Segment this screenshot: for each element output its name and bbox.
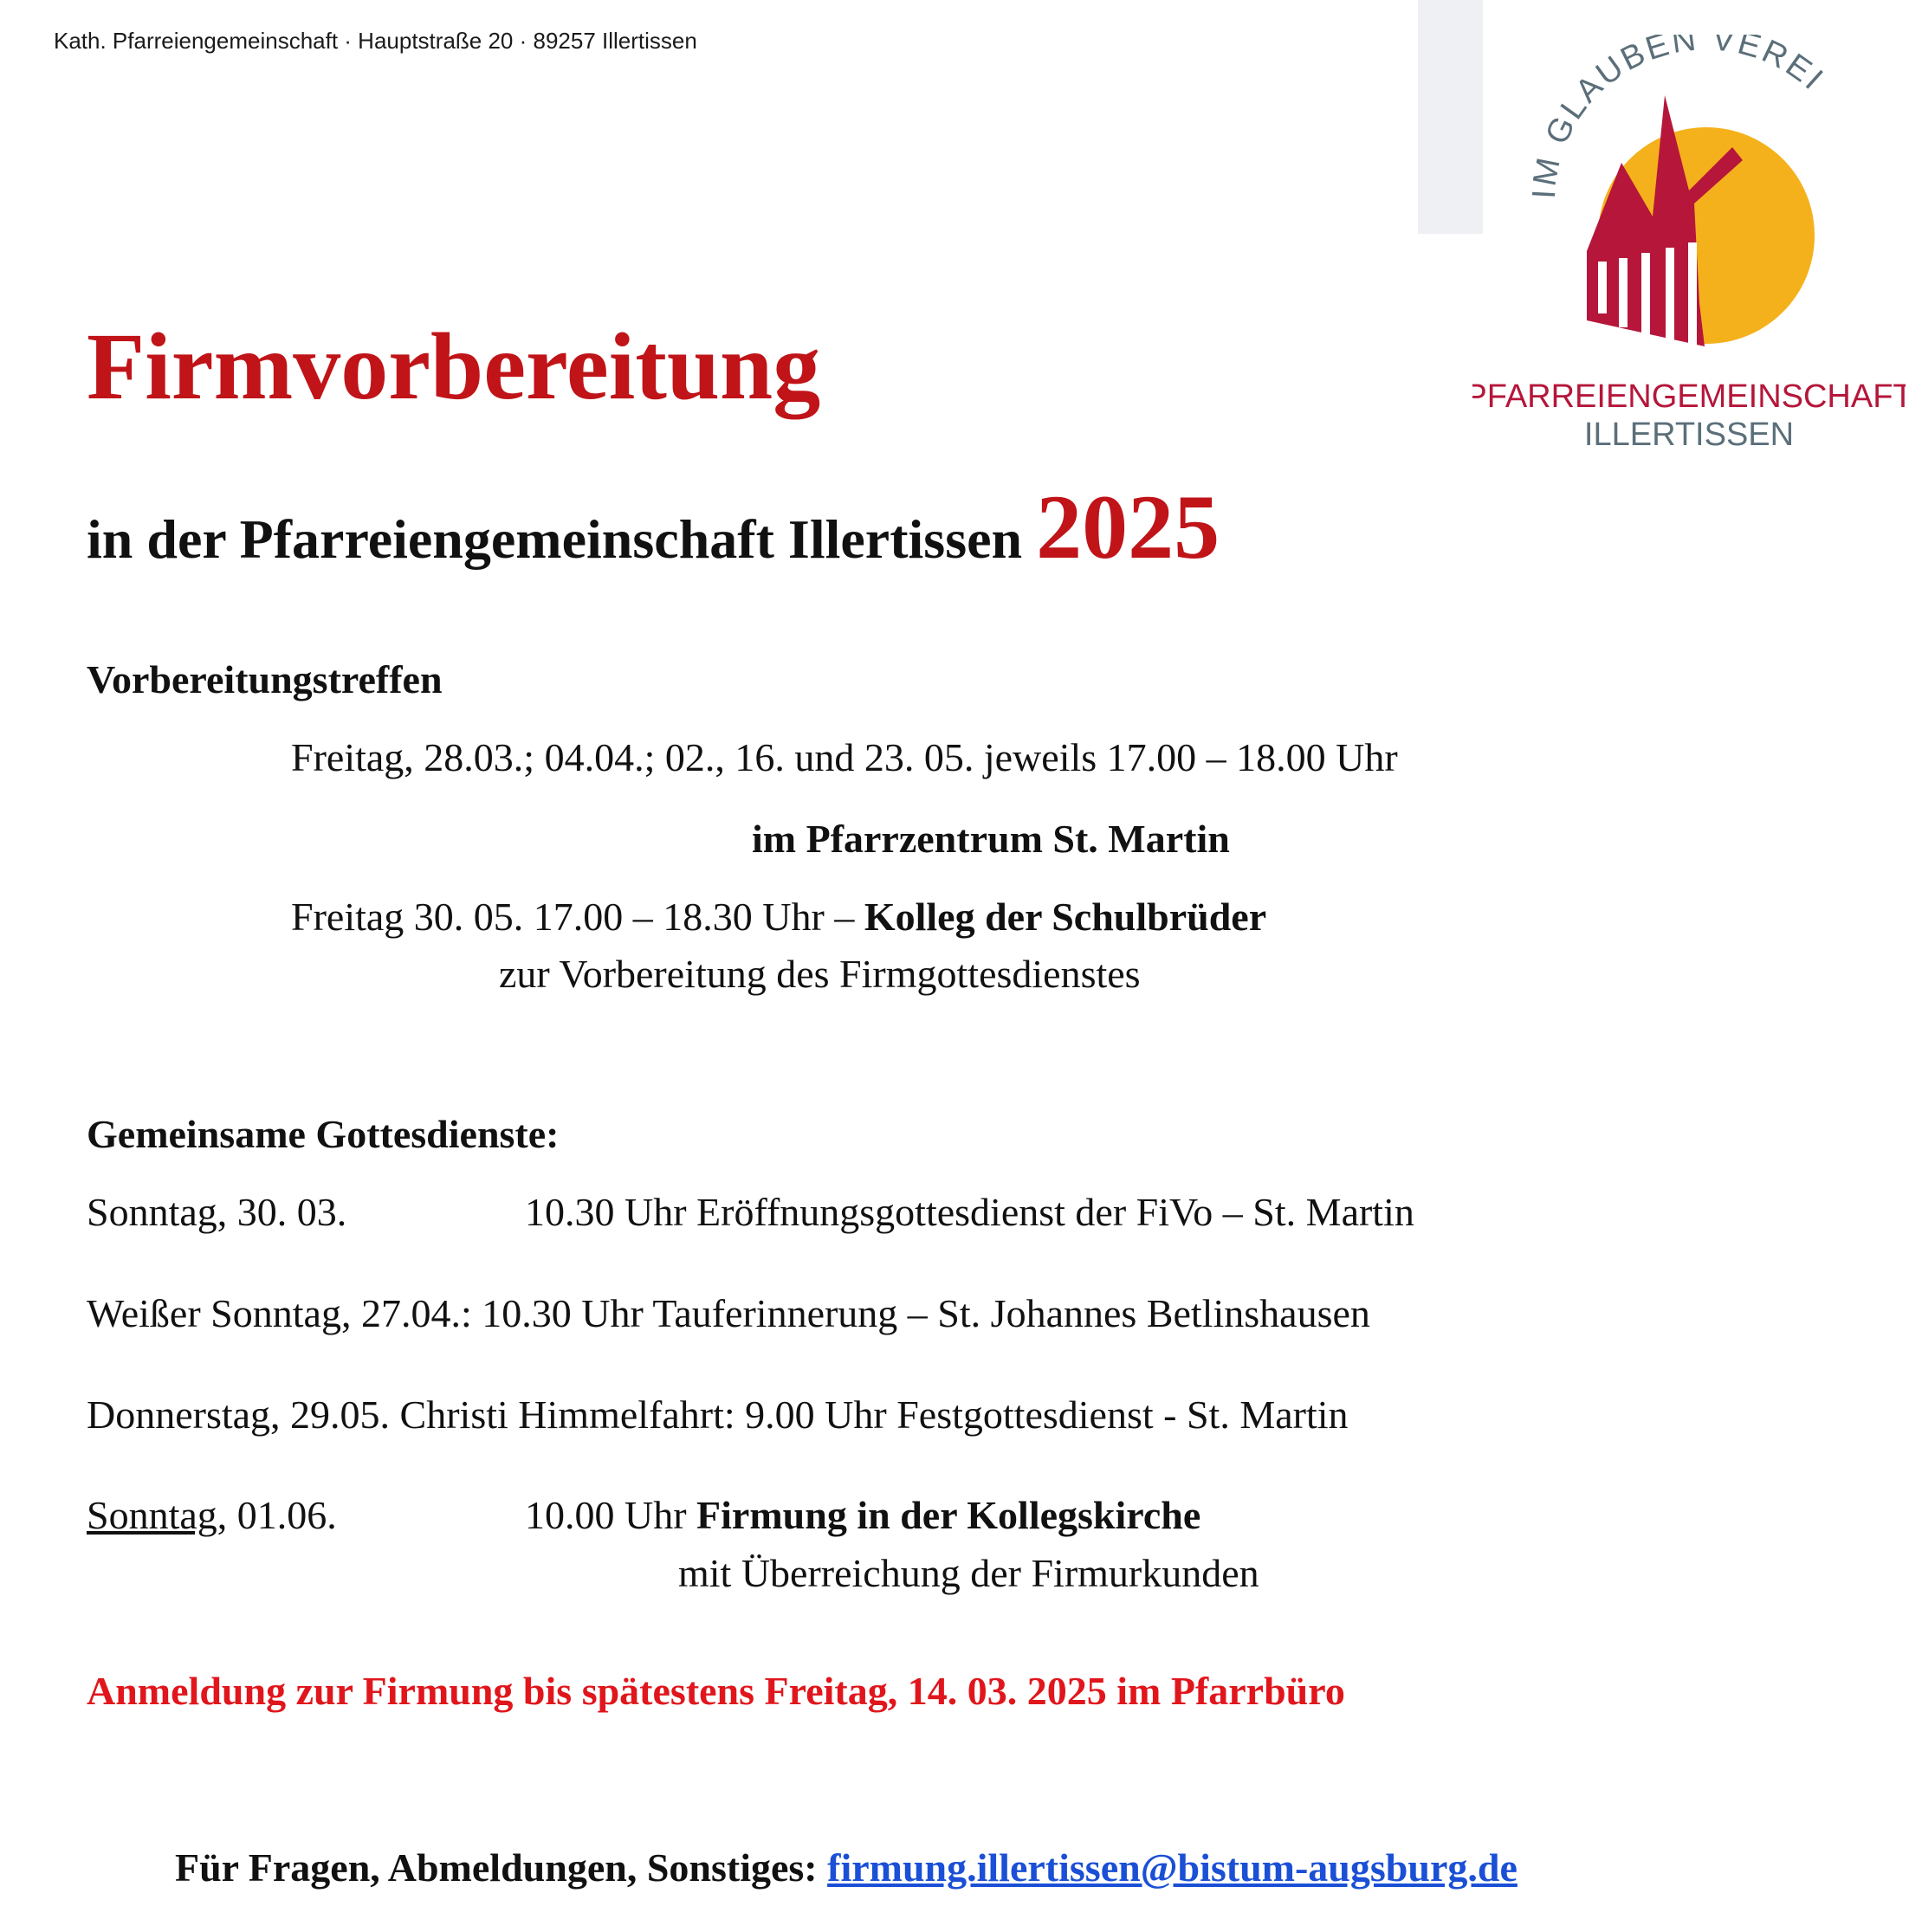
registration-deadline: Anmeldung zur Firmung bis spätestens Freitag, 14. 03. 2025 im Pfarrbüro [87,1669,1345,1713]
prep-final-meeting-place: Kolleg der Schulbrüder [864,895,1267,939]
service-4-event: Firmung in der Kollegskirche [696,1493,1201,1537]
service-4-time: 10.00 Uhr [525,1493,697,1537]
service-4-sub: mit Überreichung der Firmurkunden [678,1551,1259,1595]
service-4-date [87,1492,337,1538]
prep-purpose: zur Vorbereitung des Firmgottesdienstes [499,952,1141,996]
page-title: Firmvorbereitung [87,313,821,419]
prep-final-meeting-text: Freitag 30. 05. 17.00 – 18.30 Uhr – [291,895,864,939]
parish-logo-graphic [1472,35,1906,459]
prep-heading: Vorbereitungstreffen [87,657,443,701]
service-2: Weißer Sonntag, 27.04.: 10.30 Uhr Tauferinnerung – St. Johannes Betlinshausen [87,1291,1370,1335]
service-4-day: Sonntag [87,1493,217,1537]
service-1-date: Sonntag, 30. 03. [87,1190,347,1234]
logo-line1: PFARREIENGEMEINSCHAFT [1472,378,1906,415]
subtitle [87,475,1220,580]
service-4-text [525,1492,1200,1538]
prep-location: im Pfarrzentrum St. Martin [752,817,1230,861]
contact-line [175,1845,1518,1890]
subtitle-year: 2025 [1036,476,1220,578]
prep-dates: Freitag, 28.03.; 04.04.; 02., 16. und 23. 05. jeweils 17.00 – 18.00 Uhr [291,735,1398,779]
services-heading: Gemeinsame Gottesdienste: [87,1112,560,1156]
service-1-text: 10.30 Uhr Eröffnungsgottesdienst der FiVo – St. Martin [525,1190,1414,1234]
contact-label: Für Fragen, Abmeldungen, Sonstiges: [175,1845,828,1890]
logo-line2: ILLERTISSEN [1583,417,1795,453]
contact-email-link[interactable]: firmung.illertissen@bistum-augsburg.de [827,1845,1518,1890]
prep-final-meeting [291,894,1266,940]
service-4-date-rest: , 01.06. [217,1493,337,1537]
logo-arc-text: IM GLAUBEN VEREI [1525,35,1832,200]
sender-address: Kath. Pfarreiengemeinschaft · Hauptstraße 20 · 89257 Illertissen [54,28,697,54]
parish-logo [1472,35,1906,459]
subtitle-text: in der Pfarreiengemeinschaft Illertissen [87,508,1023,570]
service-3: Donnerstag, 29.05. Christi Himmelfahrt: 9.00 Uhr Festgottesdienst - St. Martin [87,1392,1349,1437]
